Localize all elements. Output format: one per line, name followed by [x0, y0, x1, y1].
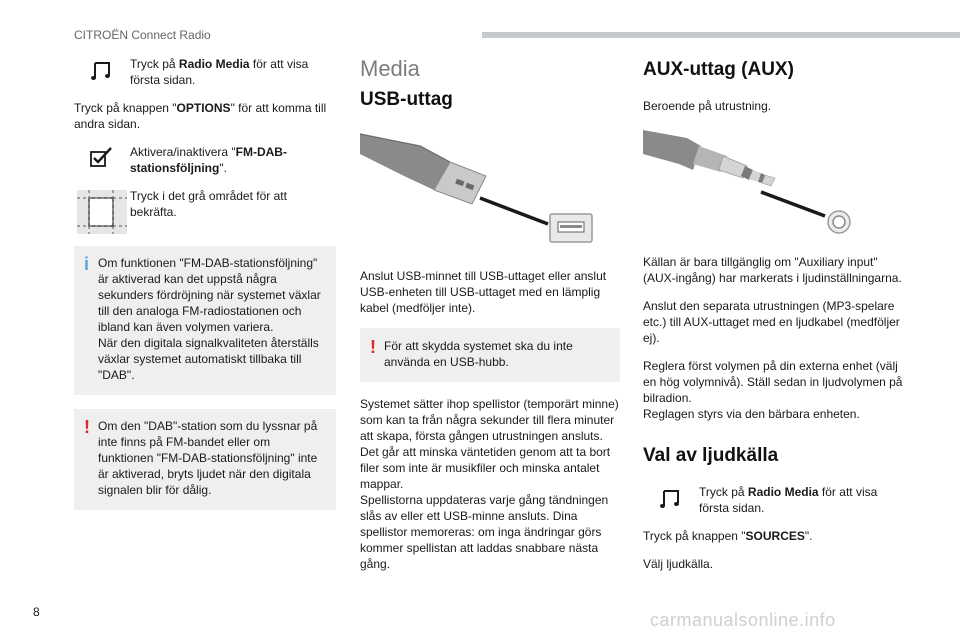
watermark: carmanualsonline.info: [650, 610, 836, 630]
music-note-icon: [643, 484, 699, 510]
aux-paragraph-2: Anslut den separata utrustningen (MP3-spelare etc.) till AUX-uttaget med en ljudkabel (medföljer ej).: [643, 299, 900, 345]
column-2: [360, 56, 620, 584]
info-note: [74, 246, 336, 395]
aux-paragraph-3: Reglera först volymen på din externa enhet (välj en hög volymnivå). Ställ sedan in ljudvolymen på bilradion. Reglagen styrs via den bärbara enheten.: [643, 359, 903, 421]
column-1: [74, 56, 336, 524]
step-radio-media-2-text: Tryck på Radio Media för att visa första sidan.: [699, 485, 878, 515]
source-heading: Val av ljudkälla: [643, 445, 779, 466]
step-grey-area-text: Tryck i det grå området för att bekräfta.: [130, 189, 287, 219]
warning-note-text: Om den "DAB"-station som du lyssnar på inte finns på FM-bandet eller om funktionen "FM-DAB-stationsföljning" inte är aktiverad, bryts ljudet när den digitala signalen blir för dålig.: [98, 419, 318, 497]
warning-icon: !: [370, 337, 376, 357]
grey-area-icon: [74, 188, 130, 234]
sources-paragraph: Tryck på knappen "SOURCES".: [643, 529, 813, 543]
usb-heading: USB-uttag: [360, 89, 453, 110]
step-radio-media-2: [643, 484, 903, 516]
aux-jack-illustration: [643, 126, 903, 242]
section-title: Media: [360, 56, 420, 81]
header-title: CITROËN Connect Radio: [74, 28, 211, 42]
step-grey-area: [74, 188, 336, 234]
aux-heading: AUX-uttag (AUX): [643, 59, 794, 80]
step-radio-media-text: Tryck på Radio Media för att visa första sidan.: [130, 57, 309, 87]
warning-note: [74, 409, 336, 510]
info-icon: i: [84, 254, 90, 274]
aux-paragraph-0: Beroende på utrustning.: [643, 99, 772, 113]
music-note-icon: [74, 56, 130, 82]
options-paragraph: Tryck på knappen "OPTIONS" för att komma till andra sidan.: [74, 101, 327, 131]
header-bar: [482, 32, 960, 38]
usb-hub-warning: [360, 328, 620, 382]
select-source-paragraph: Välj ljudkälla.: [643, 557, 714, 571]
usb-plug-and-port-illustration: [360, 128, 620, 256]
column-3: [643, 56, 903, 584]
aux-paragraph-1: Källan är bara tillgänglig om "Auxiliary input" (AUX-ingång) har markerats i ljudinställningarna.: [643, 255, 902, 285]
usb-paragraph-2: Systemet sätter ihop spellistor (temporärt minne) som kan ta från några sekunder till flera minuter att skapa, första gången utrustningen ansluts. Det går att minska väntetiden genom att ta bort filer som inte är musikfiler och minska antalet mappar. Spellistorna uppdateras varje gång tändningen slås av eller ett USB-minne ansluts. Dina spellistor memoreras: om inga ändringar görs kommer spellistan att laddas snabbare nästa gång.: [360, 397, 619, 571]
page-number: 8: [33, 605, 40, 619]
step-fm-dab-text: Aktivera/inaktivera "FM-DAB-stationsföljning".: [130, 145, 287, 175]
info-note-text: Om funktionen "FM-DAB-stationsföljning" är aktiverad kan det uppstå några sekunders fördröjning när systemet växlar till den analoga FM-radiostationen och ibland kan även volymen variera. När den digitala signalkvaliteten återställs växlar systemet automatiskt tillbaka till "DAB".: [98, 256, 321, 382]
warning-icon: !: [84, 417, 90, 437]
step-fm-dab: [74, 144, 336, 176]
usb-paragraph-1: Anslut USB-minnet till USB-uttaget eller anslut USB-enheten till USB-uttaget med en lämplig kabel (medföljer inte).: [360, 269, 607, 315]
usb-hub-warning-text: För att skydda systemet ska du inte använda en USB-hubb.: [384, 339, 573, 369]
step-radio-media: [74, 56, 336, 88]
checkbox-icon: [74, 144, 130, 168]
